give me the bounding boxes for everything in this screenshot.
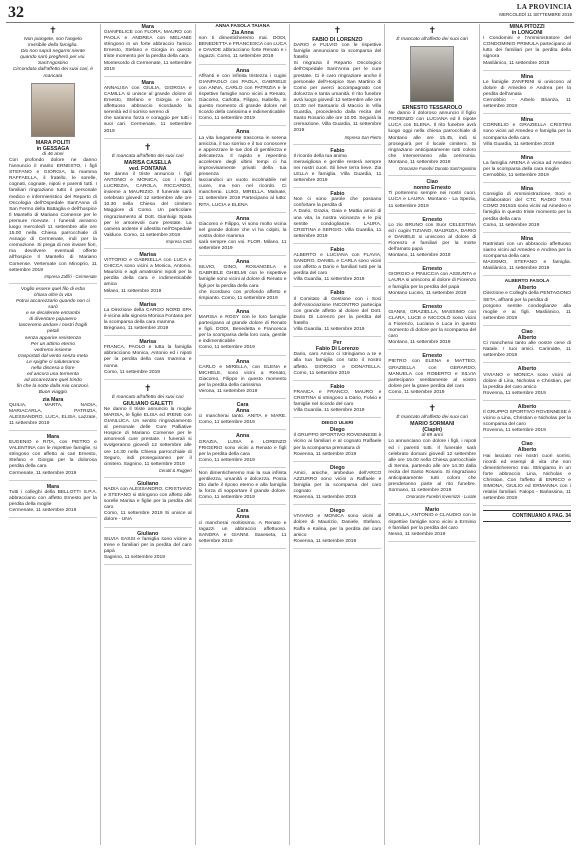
notice-tail: Cermenate, 11 settembre 2019 [9,508,77,513]
obituary-notice [104,531,192,565]
obituary-notice [483,441,571,506]
deceased-name: Anna [235,308,250,315]
deceased-name: Fabio [330,246,345,253]
obituary-notice [483,329,571,363]
deceased-photo [410,46,454,102]
notice-tail: Como, 11 settembre 2019 [198,345,255,351]
deceased-name: Alberto [517,285,537,292]
deceased-name-secondary: Alberto [517,335,537,342]
deceased-photo [31,83,75,137]
notice-verse-line: È mancato all'affetto dei suoi cari [396,37,469,42]
notice-tail: Verona, 11 settembre 2019 [198,388,258,394]
notice-body: Ne danno il triste annuncio la moglie MARISA, le figlie ELISA ed IRENE con GIANLUCA. Un sentito ringraziamento al personale delle Cure Palliative Hospice di Mariano Comense per le amorevoli cure prestate. I funerali si svolgeranno giovedì 12 settembre alle ore 14.30 nella Chiesa parrocchiale di Seguro, indi proseguiranno per il cimitero. Sagnino, 11 settembre 2019 [103,406,192,467]
notice-verse-line: quando sarò pregherò per voi. [20,55,86,61]
obituary-notice [9,484,97,518]
deceased-name-secondary: Anna [235,408,250,415]
notice-body: Giacomo e Filippo, vi sono molto vicina nel grande dolore che vi ha colpiti, la vostra dolce mamma [198,221,287,239]
deceased-name: Fabio [330,191,345,198]
obituary-notice [104,24,192,77]
obituary-notice [388,353,476,400]
notice-body: Lo annunciano con dolore i figli, i nipoti ed i parenti tutti. Il funerale sarà celebrato domani giovedì 12 settembre alle ore 15.00 nella Chiesa parrocchiale di Senna, partendo alle ore 14.30 dalla recita del Santo Rosario. Si ringraziano anticipatamente tutti coloro che prenderanno parte al rito funebre. Sormano, 11 settembre 2019 [388,439,477,494]
notice-verse-line: sarò [48,305,58,311]
notice-body: Direzione e Colleghi della PENTAGONO SETA, affranti per la perdita di [483,291,571,303]
deceased-name: Diego [330,508,345,515]
column-1 [6,24,101,845]
notice-body: FRANCA e FRANCO, MAURO e CRISTINA si stringono a Dario, Fulvio e famiglie nel ricordo del caro [293,389,382,407]
deceased-name: Ciao [426,179,438,186]
deceased-name: Alberto [517,403,537,410]
deceased-name: Mina [521,73,534,80]
notice-verse-line: senza apparire resistenza [24,335,81,341]
deceased-name: Mario [425,507,440,514]
notice-body: MARISA e ROSY con le loro famiglie partecipano al grande dolore di Renato e figli. DODI, Benedetta e Francesca per la scomparsa della loro cara, gentile e indimenticabile [198,314,287,345]
notice-body: Non dimenticheremo mai la sua infinita gentilezza, umanità e dolcezza. Possa Dio darle il riposo eterno e alla famiglia la forza di sopportare il grande dolore. Como, 11 settembre 2019 [198,470,287,501]
notice-body: Non ci sono parole che possano confortare la perdita di [293,197,382,209]
notice-body: Consiglio di Amministrazione, Soci e Collaboratori del CTC RADIO TAXI COMO 261515 sono vicini ad Amedeo e famiglia in questo triste momento per la perdita della cara [483,192,571,222]
deceased-name: zia Mara [42,396,64,403]
notice-tail: Villa Guardia, 11 settembre 2019 [293,277,365,283]
notice-body: ci mancherai tanto. ANITA e MARE. Como, 11 settembre 2019 [198,414,287,426]
obituary-notice [293,247,381,288]
notice-tail: sarà sempre con voi. FLOR. Milano, 11 settembre 2019 [198,240,287,252]
notice-body: VIVIANO e MONICA sono vicini al dolore di Maurizio, Daniele, Stefano, Raffa e Kalina, per la perdita del caro amico [293,514,382,538]
notice-tail: Como, 11 settembre 2019 [103,369,161,375]
notice-verse-line: fin che la notte dalla mia canzoni. [16,384,90,390]
notice-verse-line: Buon viaggio [38,390,68,396]
notice-tail: che saranno forza e coraggio per tutti i suoi cari. Cermenate, 11 settembre 2019 [103,116,192,134]
notice-verse-line: Per un attimo eterno [30,341,76,347]
deceased-name: Anna [235,129,250,136]
obituary-notice [199,216,287,257]
notice-tail: A Dario, Grazia, Gaia e Mattia amici di una vita, la nostra vicinanza e le più sentite condoglianze. LAURA, CRISTINA e SERGIO. Villa Guardia, 11 settembre 2019 [293,209,382,239]
deceased-name: Mina [521,235,534,242]
notice-body: Ci mancherai tanto alle nostre cene di Natale. I tuoi amici. Carimatte, 11 settembre 2019 [483,341,571,359]
notice-tail: Cermenate, 11 settembre 2019 [9,470,77,476]
obituary-notice [199,24,287,65]
notice-body: Il GRUPPO SPORTIVO ROVENNESE è vicino ai familiari e al cognato Raffaele per la scomparsa prematura di [293,433,382,451]
deceased-name: Ciao [521,441,533,448]
notice-body: GIANNI, GRAZIELLA, MASSIMO con CLARA, LUCE e NICCOLÒ sono vicini a Fiorenzo, Luciana e Luca in questo momento di dolore per la scomparsa del caro [388,309,477,340]
notice-verse-line: Sant'Agostino [37,61,68,67]
notice-body: SILVIA SASSI e famiglia sono vicine a Irene e familiari per la perdita del caro papà [103,536,192,554]
column-5 [385,24,480,845]
column-3 [196,24,291,845]
notice-body: La famiglia ARENA è vicina ad Amedeo per la scomparsa della cara moglie [483,160,571,172]
notice-body: FRANCA, PAOLO e tutta la famiglia abbracciano Monica, Antonio ed i nipoti per la perdita della cara mamma e nonna [103,345,192,369]
deceased-name: Giuliano [137,530,159,537]
notice-body: non ti dimenticheremo mai. DODI, BENEDETTA e FRANCESCA con LUCA e DAVIDE abbracciano forte Renato e i ragazzi. Como, 11 settembre 2019 [198,36,287,60]
deceased-name: Ernesto [422,216,443,223]
notice-tail: Villa Guardia, 11 settembre 2019 [293,327,365,333]
deceased-name: Mara [46,433,60,440]
notice-tail: MASSIMO, STEFANO e famiglia. Masliànico, 11 settembre 2019 [483,260,571,272]
cross-icon: ✝ [428,25,436,35]
obituary-notice [9,434,97,481]
notice-body: Dario, caro Amico ci stringiamo a te e alla tua famiglia con tutto il nostro affetto. GIORGIO e DONATELLA. Como, 11 settembre 2019 [293,352,382,376]
notice-verse-line: È mancato all'affetto dei suoi cari [396,415,469,421]
deceased-name: GIULIANO GALETTI [122,400,173,407]
obituary-notice [293,148,381,189]
obituary-notice [483,24,571,71]
obituary-notice [483,404,571,438]
page-header [6,2,574,23]
notice-body: Rattristati con un abbraccio affettuoso siamo vicini ad Amedeo e Andrea per la scomparsa della cara [483,241,571,259]
deceased-name-secondary: Alberto [517,447,537,454]
obituary-notice [388,217,476,264]
deceased-name: Ernesto [422,266,443,273]
column-6 [480,24,574,845]
notice-body: Affranti e con infinita tristezza i cugini GIANPAOLO con PAOLA, GABRIELE con ANNA, CARLO con PATRIZIA e le rispettive famiglie sono vicini a Renato, Giacomo, Carlotta, Filippo, Isabella, in questo momento di grande dolore nel ricordo della carissima e indimenticabile [198,73,287,116]
obituary-notice [483,186,571,233]
publication-date: MERCOLEDÌ 11 SETTEMBRE 2019 [499,12,572,17]
deceased-name: Mara [141,24,154,30]
notice-verse-line: È mancato all'affetto dei suoi cari [111,394,184,400]
obituary-notice [104,252,192,299]
deceased-name: Mara [46,483,60,490]
notice-tail: Villa Guardia, 11 settembre 2019 [293,408,365,414]
notice-body: SILVIO, GINO, ROSANGELA e GABRIELE GHIELMI con le rispettive famiglie sono vicini al dolore di Renato e figli per la perdita della cara [198,265,287,289]
deceased-name: Anna [235,433,250,440]
cross-icon: ✝ [143,382,152,393]
deceased-name: Giuliano [137,480,159,487]
obituary-notice [388,507,476,541]
deceased-name-secondary: Anna [235,514,250,521]
notice-tail: Sagnino, 11 settembre 2019 [103,554,165,560]
deceased-name: Anna [235,67,250,74]
notice-verse-line: ad accarezzare quel trindo [24,378,82,384]
notice-body: Tutti i colleghi della BELLOTTI S.P.A. abbracciano con affetto Ernesto per la perdita della moglie [9,489,97,507]
notice-tail: porgono sentite condoglianze alla moglie e ai figli. Masliànico, 11 settembre 2019 [483,303,571,321]
notice-tail: Como, 11 settembre 2019 [198,116,255,122]
obituary-notice [293,421,381,462]
deceased-age: di 46 anni [42,151,64,157]
notice-body: ALBERTO e LUCIANA con FLAVIA, SANDRO, DANIEL e CARLA sono vicini con affetto a Dario e familiari tutti per la perdita del caro [293,253,382,277]
deceased-name: Marisa [139,252,157,258]
deceased-name: Mina [521,117,534,124]
funeral-service: Impresa Cetti [166,238,192,244]
publication-name: LA PROVINCIA [516,3,572,11]
obituary-notice [9,287,97,431]
notice-tail: Montano, 11 settembre 2019 [388,253,451,259]
funeral-service: Cerutti & Ruggeri [158,467,192,473]
notice-body: Le famiglie ZANFRINI si uniscono al dolore di Amedeo e Andrea per la perdita dell'amata [483,79,571,97]
deceased-name: Mina [521,154,534,161]
notice-verse-line: di diventare papavero [29,317,77,323]
obituary-notice [388,25,476,176]
notice-tail: che ricordano con profondo affetto e rimpianto. Como, 11 settembre 2019 [198,289,287,301]
obituary-notice [104,142,192,249]
obituary-notice [293,340,381,381]
deceased-name: Fabio [330,147,345,154]
deceased-name: Ciao [521,328,533,335]
notice-body: Il GRUPPO SPORTIVO ROVENNESE è vicino a Lina, Christian e Nicholas per la scomparsa del caro [483,409,571,428]
notice-verse-line: Le spighe ci saluteranno [26,359,80,365]
page-number: 32 [8,4,24,21]
notice-heading: DIEGO ULERI [321,421,354,427]
notice-tail: Rovenna, 11 settembre 2019 [293,495,357,501]
obituary-notice [199,68,287,127]
notice-tail: Como, 11 settembre 2019 [198,457,255,463]
cross-icon: ✝ [49,25,57,35]
funeral-service: Impresa Zaffiri - Cermenate [44,273,97,279]
obituary-notice [104,481,192,528]
obituary-notice [388,403,476,504]
deceased-name: Ernesto [422,353,443,360]
notice-verse-line: Potrai accarezzarlo quando non ci [15,299,90,304]
deceased-name: Fabio [330,383,345,390]
notice-tail: Villa Guardia, 11 settembre 2019 [483,141,555,147]
notice-body: Hai lasciato nei nostri cuori sorrisi, ricordi ed esempi di vita che non dimenticheremo mai. Stringiamo in un forte abbraccio Lina, Nicholas e Christian. Con l'affetto di ENRICO e SIMONA, GIULIO ed ERMANNA con i relativi familiari. Falopo - Barlassina, 11 settembre 2019 [483,453,571,502]
notice-verse-line: vedremo insieme [34,347,72,353]
notice-verse-line: È mancata all'affetto dei suoi cari [111,153,184,159]
notice-tail: Milano, 11 settembre 2019 [103,288,162,294]
cross-icon: ✝ [333,25,342,35]
notice-verse-line: invisibile della famiglia. [28,43,78,49]
deceased-name: Mara [141,79,154,86]
notice-body: Con profondo dolore ne danno l'annuncio il marito ERNESTO, i figli STEFANO e GIORGIA, la mamma RAFFAELLA, il fratello, le sorelle, cognati, cognate, nipoti e parenti tutti. I familiari ringraziano tutto il personale medico e infermieristico del Reparto di Oncologia dell'Ospedale Sant'Anna di San Fermo della Battaglia e dell'hospice Il Mantello di Mariano Comense per le premure ricevute. I funerali avranno luogo mercoledì 11 settembre alle ore 15.00 nella Chiesa parrocchiale di Asnago di Cermenate, indi per la cremazione. Si prega di non inviare fiori, ma devolvere eventuali offerte all'hospice Il Mantello di Mariano Comense. Vertemate con Minoprio, 11 settembre 2019 [9,157,97,273]
deceased-name: Cara [236,402,249,409]
notice-tail: Masliànico, 11 settembre 2019 [483,60,550,66]
notice-body: Lo zio BRUNO con Suor CELESTINA ed i cugini TIZIANO, MAURIZIA, DARIO e DANIELE si uniscono al dolore di Fiorenzo e familiari per la morte dell'amato papà [388,222,477,253]
notice-verse-line: trasportati dal vento senza meta [18,353,88,359]
deceased-name: Cara [236,508,249,515]
notice-body: I Condomini e l'Amministratore del CONDOMINIO PRIMULA partecipano al lutto dei familiari per la perdita della signora [483,36,571,60]
obituary-notice [199,309,287,356]
obituary-notice [483,74,571,115]
obituary-notice [104,383,192,478]
deceased-name: FABIO DI LORENZO [312,37,363,43]
notice-body: GRAZIA, LUISA e LORENZO FRIGERIO sono vicini a Renato e figli per la perdita della cara [198,439,287,457]
notice-body: QUILIA, MARTA, NADIA, MARIACARLA, PATRIZIA, ALESSANDRO, LUCA, ELISA. Lazzate, 11 settembre 2019 [9,402,97,426]
notice-verse-line: nella discesa a fiore [31,366,75,372]
notice-body: PIETRO con ELENA e MATTEO, GRAZIELLA con GERARDO, MANUELA con ROBERTO e SILVIA partecipano sentitamente al vostro dolore per la grave perdita del caro [388,359,477,389]
deceased-name-secondary: in GESSAGA [36,145,70,152]
notice-tail: Rovenna, 11 settembre 2019 [483,390,546,396]
deceased-name: Anna [235,358,250,365]
notice-verse-line: e se deciderete entrambi [26,311,80,317]
deceased-name: Alberto [517,366,537,373]
obituary-notice [293,384,381,418]
notice-verse-line: Voglio essere quel filo di erba [20,286,85,292]
deceased-name: MINA PITOZZI [509,24,545,30]
funeral-service: Impresa San Pietro [344,134,382,140]
notice-body: CARLO e MIRELLA, con ELENA e MICHELE, sono vicini a Renato, Giacomo, Filippo in questo momento per la perdita della carissima [198,364,287,388]
notice-body: ANNALISA con GIULIA, GIORGIA e CAMILLA si unisce al grande dolore di Ernesto, Stefano e Giorgia e con affettuoso abbraccio ricordando la serenità ed il sorriso sereno di [103,85,192,116]
obituary-notice [199,129,287,212]
column-2 [101,24,196,845]
notice-body: CORNELIO e GRAZIELLA CRISTINI sono vicini ad Amedeo e famiglia per la scomparsa della cara [483,123,571,141]
notice-verse-line: lasceremo andare i nostri fragili [18,323,87,329]
obituary-notice [199,508,287,549]
funeral-service: Onoranze Funebri Donato Sant'Agostino [398,166,477,172]
obituary-notice [483,279,571,326]
notice-tail: Cernobbio, 11 settembre 2019 [483,172,549,178]
notice-tail: lasciandoci un vuoto incolmabile nel cuore, ma non nel ricordo. Ci mancherai. LUIGI, MIRELLA. Malnate, 11 settembre 2019 Partecipano al lutto: RITA, LUCIA e ELENA [198,178,287,208]
obituary-notice [293,290,381,337]
deceased-name: Ernesto [422,303,443,310]
deceased-name: MARA POLITI [35,139,71,146]
notice-body: VIVIANO e MONICA sono vicini al dolore di Lina, Nicholas e Christian, per la perdita del caro amico [483,372,571,390]
obituary-notice [104,80,192,139]
notice-body: Amici, amiche, ambedue dell'ARCO AZZURRO sono vicini a Raffaele e famiglia per la scomparsa del caro cognato [293,470,382,495]
notice-body: NADIA con ALESSANDRO, CRISTIANO e STEFANO si stringono con affetto alle sorelle Marisa e figlie per la perdita del caro [103,487,192,511]
deceased-name: Diego [330,427,345,434]
deceased-name: MARIO SORMANI [410,421,455,428]
obituary-notice [199,433,287,467]
notice-tail: Rovenna, 11 settembre 2019 [293,538,357,544]
obituary-notice [293,191,381,244]
obituary-notice [199,259,287,306]
notice-tail: meravigliosa e gentile resterà sempre nei nostri cuori. Sii lieve terra lieve. Zia LELLA e famiglia. Villa Guardia, 11 settembre 2019 [293,159,382,184]
notice-body: GIANFELICE con FLORA, MAURO con PAOLA e ANDREA con MELANIE stringono in un forte abbraccio l'amico Ernesto, Stefano e Giorgia in questo triste momento per la perdita della cara [103,30,192,60]
notice-tail: Nesso, 11 settembre 2019 [388,531,446,537]
deceased-name: MARISA CASELLA [124,159,172,166]
notice-body: La vita lungamente trascorsa in serena amicizia, il tuo sorriso e il tuo conoscere e apprezzare le tue doti di gentilezza e delicatezza. Il rapido e repentino accelerare degli ultimi tempi ci ha improvvisamente privati della tua presenza [198,135,287,178]
notice-body: Ti porteremo sempre nei nostri cuori. LUCA e LAURA. Montano - La Spezia, 11 settembre 2019 [388,191,477,209]
obituary-notice [388,266,476,300]
cross-icon: ✝ [428,403,436,414]
notice-tail: Si ringrazia il Reparto Oncologico dell'Ospedale Sant'Anna per le cure prestate. Ci è caro ringraziare anche il personale dell'Hospice San Martino di Como per averci accompagnato con dolcezza e tanta umanità. Il rito funebre avrà luogo giovedì 12 settembre alle ore 10.30 nel Santuario di Maccio in Villa Guardia, procedendo dalla recita del Santo Rosario alle ore 10.00. Seguirà la cremazione. Villa Guardia, 11 settembre 2019 [293,61,382,134]
notice-tail: Bregnano, 11 settembre 2019 [103,326,169,332]
notice-tail: Rovenna, 11 settembre 2019 [483,428,546,434]
notice-verse-line: chiara oltre la vita [33,292,73,298]
notice-tail: Montano, 11 settembre 2019 [388,340,451,346]
obituary-notice [483,117,571,151]
notice-body: Il ricordo della tua anima [293,153,347,159]
notice-verse-line: petali [47,329,59,335]
obituary-notice [199,359,287,400]
deceased-name: Marisa [139,301,157,308]
obituary-notice [388,304,476,351]
obituary-notice [483,366,571,400]
obituary-notice [199,402,287,430]
notice-tail: Como, 11 settembre 2019 [483,222,540,228]
obituary-notice [199,471,287,505]
deceased-name-secondary: in LONGONI [511,30,543,37]
deceased-name-secondary: (Ciapin) [422,427,443,434]
notice-heading: ALBERTO FASOLA [504,279,550,285]
obituary-notice [9,25,97,284]
notice-body: La Direzione della CARGO NORD SPA è vicina alla signora Monica Fontana per la scomparsa della cara mamma [103,307,192,325]
deceased-name-secondary: nonno Ernesto [413,185,451,192]
notice-heading: ANNA FASOLA TAIANA [215,24,270,29]
obituary-notice [388,179,476,213]
notice-body: Ne danno il triste annuncio i figli ANTONIO e MONICA, con i nipoti LUCREZIA, CAROLA, RICCARDO, insieme a MAURIZIO. Il funerale sarà celebrato giovedì 12 settembre alle ore 10.30 nella Chiesa del cimitero Maggiore di Como. Un particolare ringraziamento al Dott. Gianluigi Spata per le amorevoli cure prestate. La camera ardente è allestita nell'Ospedale Valduce. Como, 11 settembre 2019 [103,171,192,238]
deceased-name-secondary: Fabio Di Lorenzo [315,346,359,353]
notice-body: EUGENIO e RITA, con PIETRO e VALENTINA con le rispettive famiglie, si stringono con affetto ai cari Ernesto, Stefano e Giorgia per la dolorosa perdita della cara [9,440,97,470]
deceased-name: Zia Anna [231,30,254,37]
notice-verse-line: Circondata dall'affetto dei suoi cari, è mancata [12,67,93,79]
column-4 [290,24,385,845]
obituary-notice [483,236,571,277]
notice-body: ci mancherai moltissimo. A Renato e ragazzi un abbraccio affettuoso. SANDRA e GIANNI. Saseseta, 11 settembre 2019 [198,520,287,544]
notice-body: GIORGIO e PINUCCIA con ASSUNTA e LAURA si uniscono al dolore di Fiorenzo e famiglia per la perdita del papà [388,272,477,290]
obituary-notice [104,339,192,380]
funeral-service: Onoranze Funebri Invernizzi - Lurate [406,494,477,500]
obituary-notice [104,302,192,336]
deceased-age: di 89 anni [421,433,443,439]
deceased-name: Marisa [139,339,157,346]
deceased-name: Diego [330,464,345,471]
notice-tail: Montesordo di Cermenate, 11 settembre 2019 [103,60,192,72]
obituary-notice [293,465,381,506]
notice-tail: Como, 11 settembre 2019 Si unisce al dolore - UNA [103,511,192,523]
notice-tail: Cernobbio - Arbelo Brianza, 11 settembre 2019 [483,98,571,110]
deceased-name: Anna [235,259,250,266]
notice-body: DARIO e FULVIO con le rispettive famiglie annunciano la scomparsa del fratello [293,43,382,61]
obituary-columns [6,24,574,845]
obituary-notice [293,25,381,145]
notice-body: Ne danno il doloroso annuncio il figlio FIORENZO con LUCIANA ed il nipote LUCA con ELENA. Il rito funebre avrà luogo oggi nella chiesa parrocchiale di Montano alle ore 15.45, indi si proseguirà per il locale cimitero. Si ringraziano anticipatamente tutti coloro che interverranno alla cerimonia. Montano, 11 settembre 2019 [388,111,477,165]
deceased-name-secondary: ved. FONTANA [128,165,167,172]
continue-link[interactable]: CONTINUANO A PAG. 34 [483,510,571,522]
deceased-name: Per [333,340,342,347]
notice-verse-line: ed ancora una termenta [26,372,79,378]
notice-verse-line: Non piangete, son l'angelo [24,37,82,42]
obituary-notice [483,155,571,183]
deceased-name: ERNESTO TESSAROLO [402,105,463,112]
notice-body: DINELLA, ANTONIO e CLAUDIO con le rispettive famiglie sono vicini a Erminio e familiari per la perdita del caro [388,513,477,531]
notice-tail: Montano Lucino, 11 settembre 2019 [388,290,467,296]
deceased-name: Mina [521,186,534,193]
notice-body: VITTORIO e GABRIELLA con LUCA e CHICCA sono vicini a Monica, Antonio, Maurizio e agli amatissimi nipoti per la perdita della cara e indimenticabile amica [103,258,192,288]
deceased-name: Fabio [330,290,345,297]
notice-body: Il Comitato di Gestione con i Soci dell'Associazione INCONTRO partecipa con grande affetto al dolore del Dott. Dario Di Lorenzo per la perdita del fratello [293,296,382,326]
obituary-notice [293,508,381,549]
cross-icon: ✝ [143,141,152,152]
notice-verse-line: Dio non saprà negarmi niente [20,49,85,55]
notice-tail: Como, 11 settembre 2019 [388,389,445,395]
deceased-name: Anna [235,215,250,222]
notice-tail: Rovenna, 11 settembre 2019 [293,451,357,457]
